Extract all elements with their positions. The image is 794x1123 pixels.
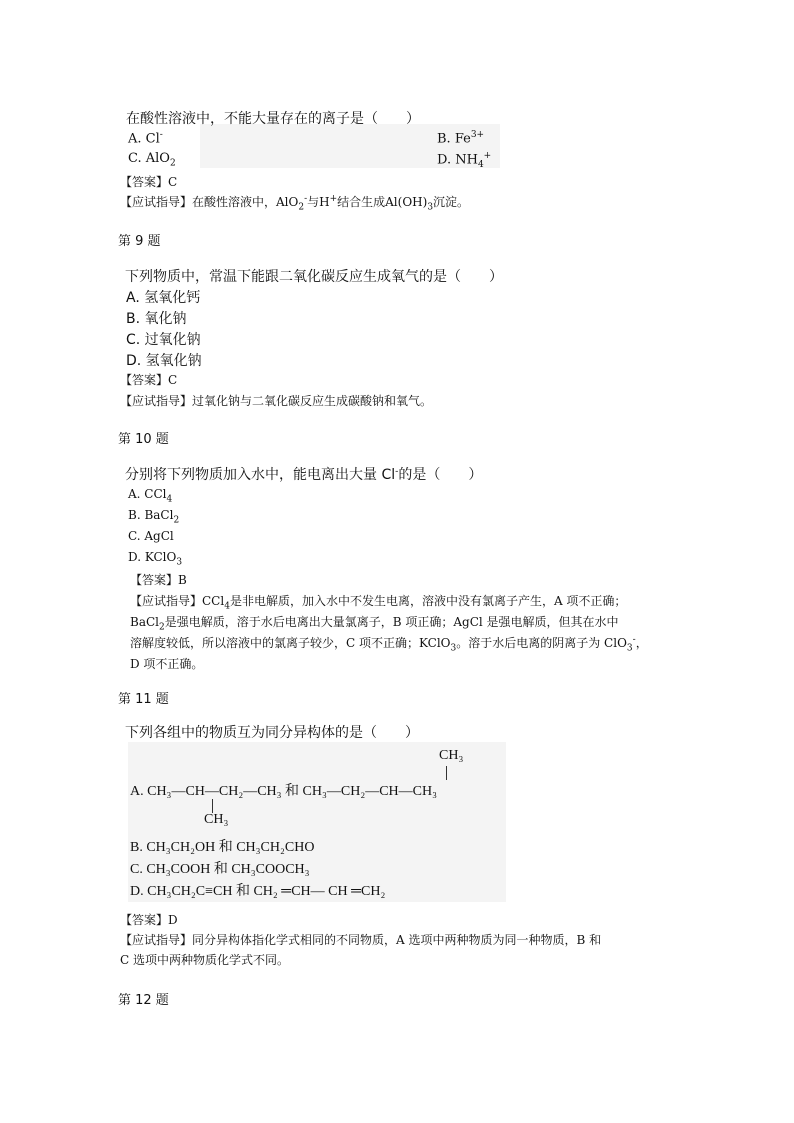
- q10-option-a-text: A. CCl: [128, 487, 167, 501]
- q8-guide-b-sup: +: [329, 194, 338, 204]
- q8-answer: 【答案】C: [120, 175, 178, 189]
- q8-option-a-text: A. Cl: [128, 131, 160, 147]
- q10-option-b: [128, 508, 179, 525]
- q8-guide-a-sup: -: [304, 194, 308, 204]
- q9-option-c: C. 过氧化钠: [126, 332, 201, 348]
- q10-guide-l3-c: ，: [635, 636, 648, 650]
- q10-option-a-sub: 4: [166, 494, 173, 505]
- q11-answer: 【答案】D: [120, 913, 178, 927]
- scan-background-q11: [128, 742, 506, 902]
- q10-option-a: [128, 487, 172, 504]
- q10-option-b-sub: 2: [173, 515, 180, 526]
- q10-option-c: C. AgCl: [128, 529, 174, 543]
- q9-option-b: B. 氧化钠: [126, 311, 187, 327]
- q10-guide-l1-b: 是非电解质，加入水中不发生电离，溶液中没有氯离子产生，A 项不正确；: [229, 594, 627, 608]
- q10-guide-l3-b: 。溶于水后电离的阴离子为 ClO: [456, 636, 627, 650]
- q8-option-b-text: B. Fe: [437, 131, 471, 147]
- q10-stem-a: 分别将下列物质加入水中，能电离出大量 Cl: [125, 467, 396, 483]
- q10-guide-l3-a: 溶解度较低，所以溶液中的氯离子较少，C 项不正确；KClO: [130, 636, 451, 650]
- q11-option-b: B. CH₃CH₂OH 和 CH₃CH₂CHO: [130, 840, 315, 855]
- q10-option-d: [128, 550, 182, 567]
- q11-option-a-bottom-bond: [212, 799, 213, 813]
- q8-guide-c-sub: 3: [427, 202, 434, 213]
- q9-stem: 下列物质中，常温下能跟二氧化碳反应生成氧气的是（ ）: [125, 269, 503, 285]
- q8-guide-a: 【应试指导】在酸性溶液中，AlO: [120, 195, 299, 209]
- q8-option-c-sub: 2: [169, 158, 176, 169]
- q10-title: 第 10 题: [118, 432, 169, 447]
- q8-guide-b: 与H: [307, 195, 330, 209]
- q11-option-a-top-branch: CH₃: [439, 748, 464, 763]
- q11-guide-line-2: C 选项中两种物质化学式不同。: [120, 953, 289, 967]
- q8-option-d: [437, 151, 491, 170]
- q11-guide-line-1: 【应试指导】同分异构体指化学式相同的不同物质，A 选项中两种物质为同一种物质，B 和: [120, 933, 602, 947]
- q8-option-a: [128, 130, 163, 146]
- q10-guide-line-1: [130, 592, 626, 611]
- q10-guide-line-2: [130, 613, 619, 632]
- q8-guide-d: 沉淀。: [433, 195, 470, 209]
- q8-option-c-text: C. AlO: [128, 151, 170, 166]
- q8-option-d-sub: 4: [477, 159, 484, 170]
- q9-option-a: A. 氢氧化钙: [126, 290, 201, 306]
- q10-option-b-text: B. BaCl: [128, 508, 174, 522]
- q9-guide: 【应试指导】过氧化钠与二氧化碳反应生成碳酸钠和氧气。: [120, 394, 433, 408]
- q10-option-d-text: D. KClO: [128, 550, 177, 564]
- q9-option-d: D. 氢氧化钠: [126, 353, 202, 369]
- q10-guide-l3-sub: 3: [450, 643, 457, 654]
- q8-option-b-sup: 3+: [470, 130, 485, 140]
- q10-stem-b: 的是（ ）: [398, 467, 483, 483]
- q10-guide-l2-a: BaCl: [130, 615, 159, 629]
- q12-title: 第 12 题: [118, 993, 169, 1008]
- q10-stem: [125, 464, 482, 484]
- q11-option-a-top-bond: [446, 766, 447, 780]
- q8-option-c: [128, 151, 176, 169]
- q10-guide-l1-a: 【应试指导】CCl: [130, 594, 225, 608]
- q11-option-a-bottom-branch: CH₃: [204, 812, 229, 827]
- q8-guide: [120, 193, 469, 212]
- q8-guide-c: 结合生成Al(OH): [337, 195, 428, 209]
- q8-option-a-sup: -: [159, 130, 163, 140]
- q10-guide-l2-b: 是强电解质，溶于水后电离出大量氯离子，B 项正确；AgCl 是强电解质，但其在水中: [164, 615, 619, 629]
- q8-option-d-text: D. NH: [437, 152, 478, 168]
- q11-option-d: D. CH₃CH₂C≡CH 和 CH₂ ═CH— CH ═CH₂: [130, 884, 386, 899]
- q9-answer: 【答案】C: [120, 373, 178, 387]
- q8-option-b: [437, 130, 484, 146]
- q10-guide-l3-sup2: -: [632, 635, 636, 645]
- q11-option-c: C. CH₃COOH 和 CH₃COOCH₃: [130, 862, 310, 877]
- q10-stem-sup: -: [395, 466, 399, 477]
- q9-title: 第 9 题: [118, 234, 161, 249]
- q10-guide-l1-sub: 4: [224, 601, 230, 612]
- q10-guide-l2-sub: 2: [159, 622, 165, 633]
- q11-option-a: A. CH₃—CH—CH₂—CH₃ 和 CH₃—CH₂—CH—CH₃: [130, 784, 437, 799]
- q8-option-d-sup: +: [483, 151, 492, 161]
- q10-guide-l3-sub2: 3: [626, 643, 633, 654]
- q10-answer: 【答案】B: [130, 573, 187, 587]
- q11-stem: 下列各组中的物质互为同分异构体的是（ ）: [125, 725, 419, 741]
- q8-guide-a-sub: 2: [298, 202, 305, 213]
- q10-option-d-sub: 3: [176, 557, 183, 568]
- q8-stem: 在酸性溶液中，不能大量存在的离子是（ ）: [126, 111, 420, 127]
- q10-guide-line-4: D 项不正确。: [130, 657, 204, 671]
- q10-guide-line-3: [130, 634, 648, 653]
- q11-title: 第 11 题: [118, 692, 169, 707]
